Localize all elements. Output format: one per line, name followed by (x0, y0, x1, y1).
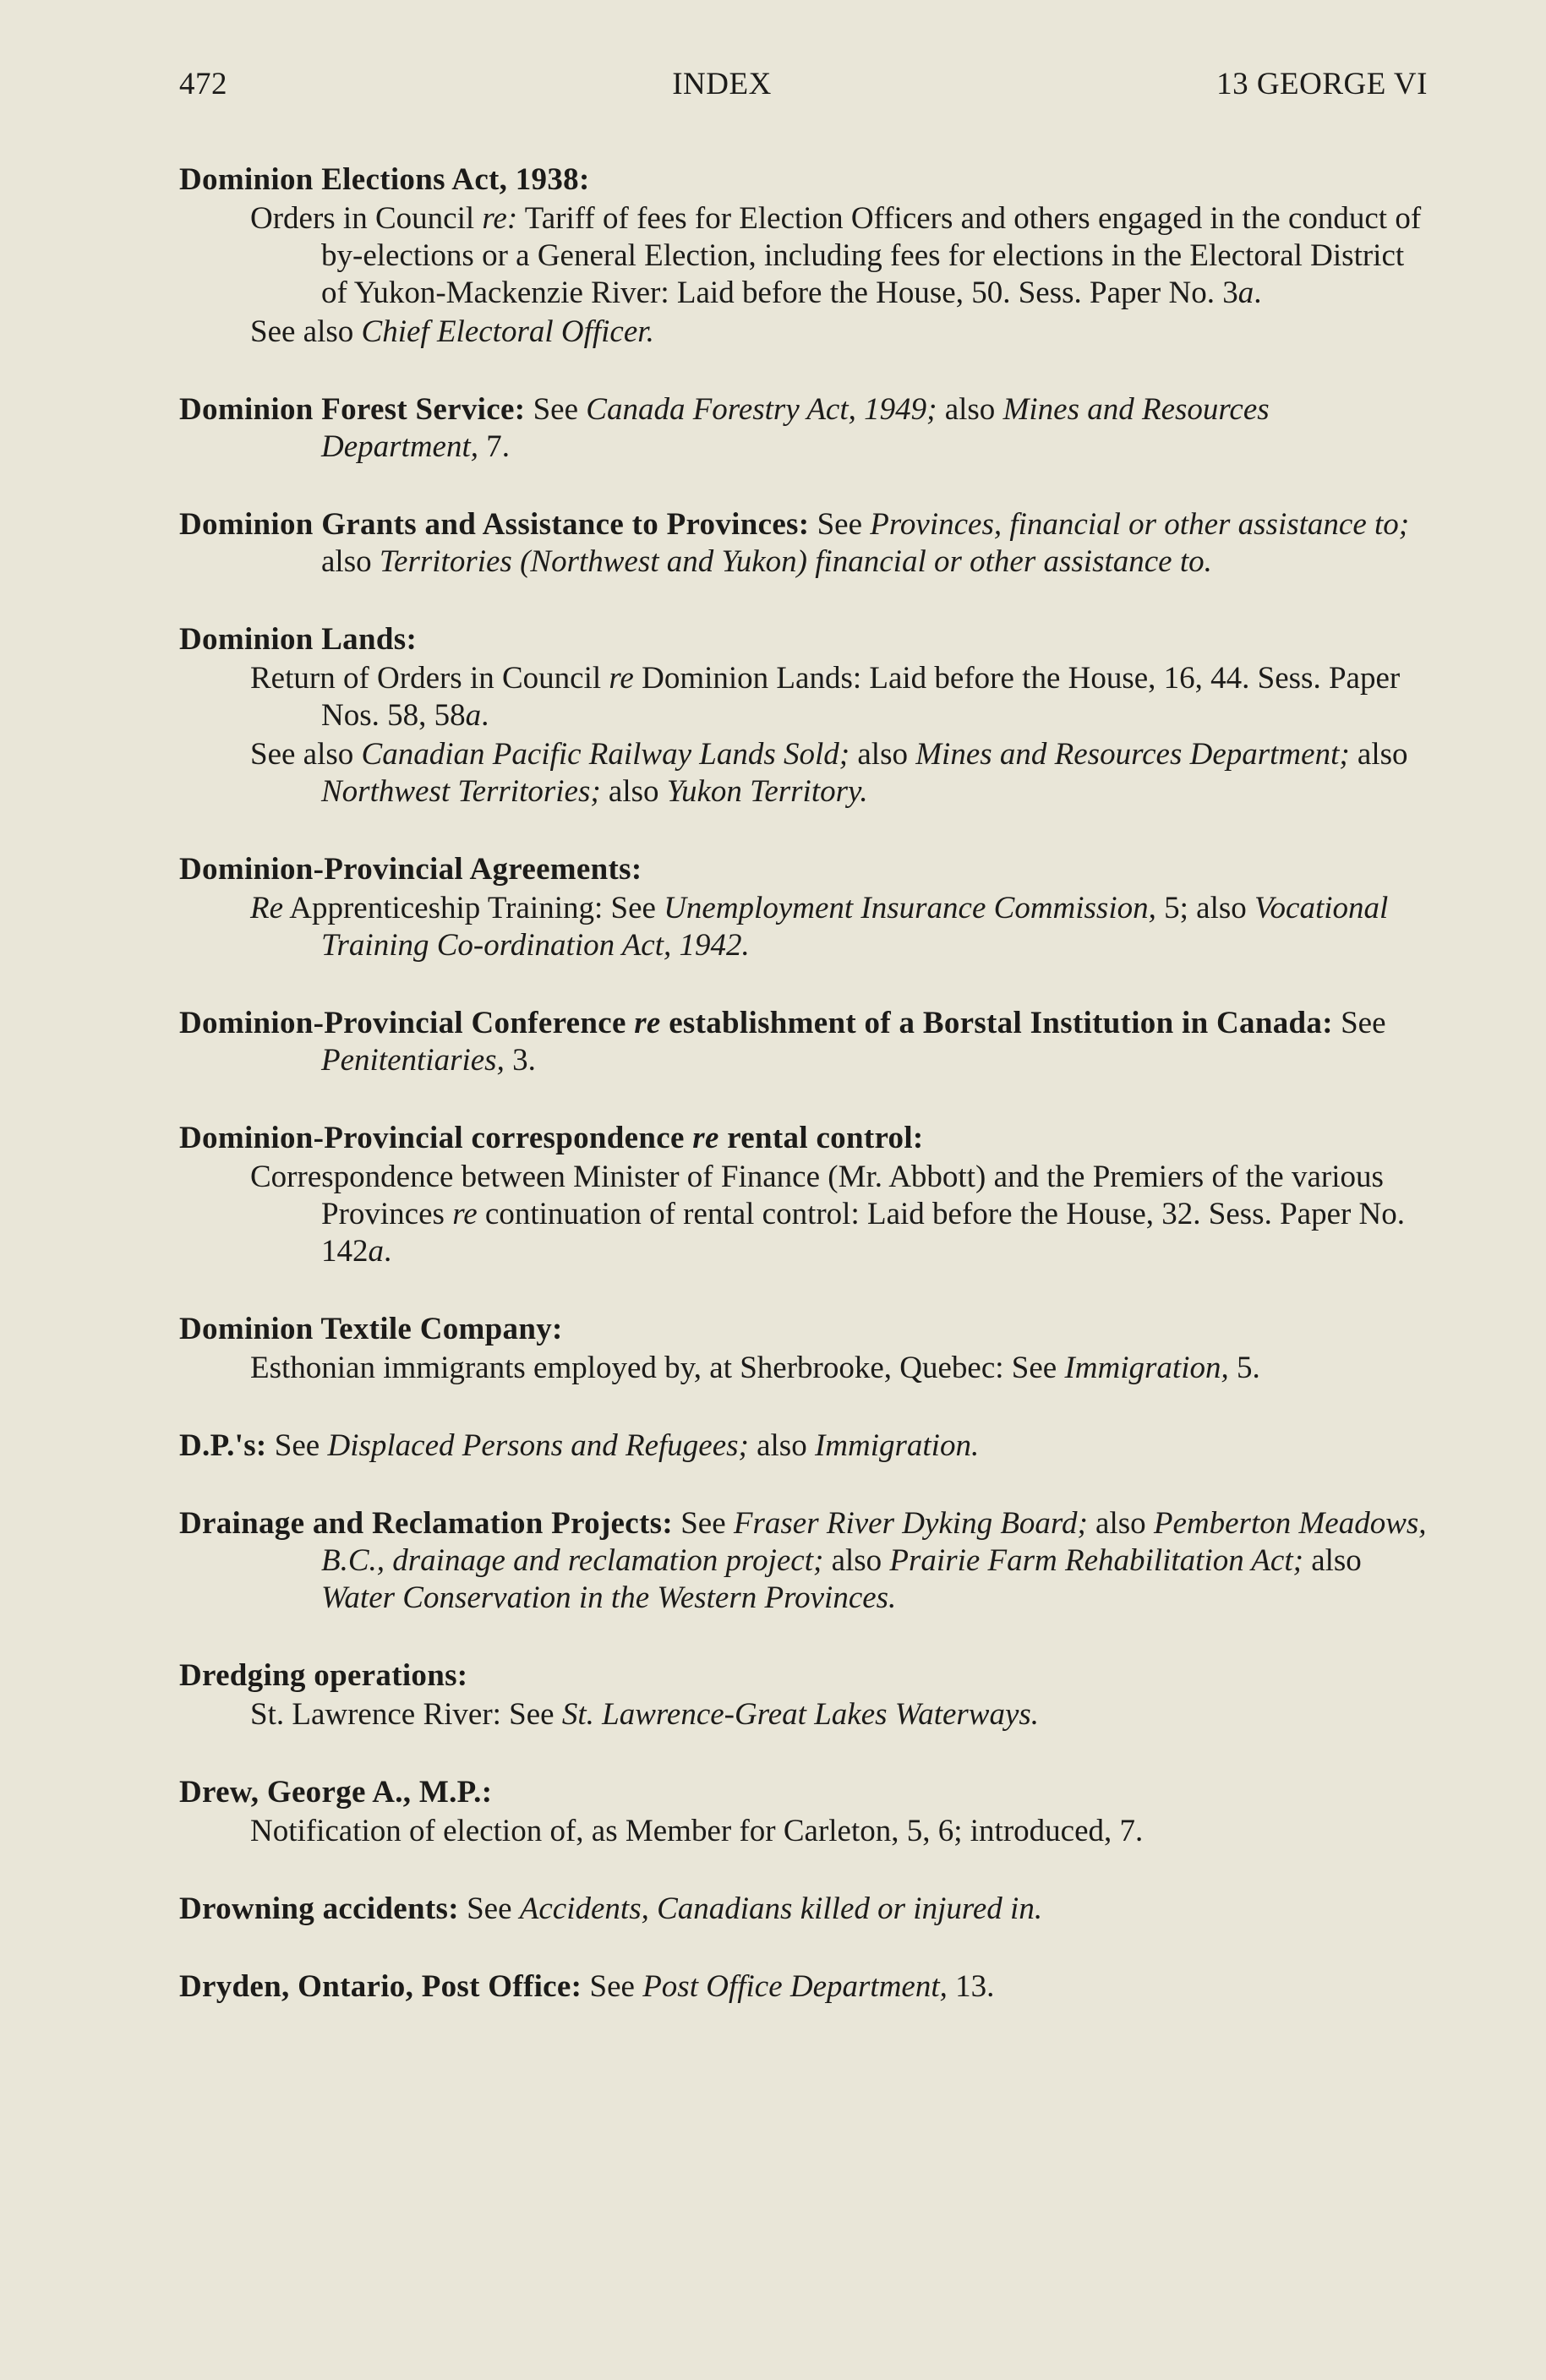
entry-text: Correspondence between Minister of Finance (Mr. Abbott) and the Premiers of the various Provinces (250, 1160, 1384, 1231)
entry-italic: St. Lawrence-Great Lakes Waterways. (561, 1697, 1040, 1732)
entry-text: Return of Orders in Council (250, 661, 609, 696)
entry-italic: Water Conservation in the Western Provinces. (321, 1580, 897, 1615)
sub-entry (179, 1696, 1428, 1733)
entry-line (179, 1968, 1428, 2006)
entry-italic: Yukon Territory. (666, 774, 868, 809)
entry-text: See (582, 1969, 643, 2004)
entry-text: See (525, 392, 587, 427)
index-entry (179, 1427, 1428, 1465)
entry-italic: Chief Electoral Officer. (361, 314, 654, 349)
section-title: INDEX (672, 67, 772, 101)
entry-text: See (672, 1506, 734, 1541)
cross-reference (179, 736, 1428, 811)
entry-italic: Mines and Resources Department; (915, 737, 1350, 772)
heading-italic: re (692, 1121, 719, 1155)
entry-text: 5; also (1155, 891, 1255, 925)
entry-text: 13. (947, 1969, 995, 2004)
sub-entry (179, 1159, 1428, 1270)
entry-text: also (321, 544, 380, 579)
entry-italic: a (368, 1234, 384, 1269)
entry-italic: re (452, 1197, 478, 1231)
entry-italic: Penitentiaries, (321, 1043, 505, 1078)
entry-italic: Pemberton Meadows, B.C., drainage and reclamation project; (321, 1506, 1427, 1578)
entry-text: St. Lawrence River: See (250, 1697, 562, 1732)
entry-italic: Unemployment Insurance Commission, (664, 891, 1156, 925)
sub-entry (179, 1813, 1428, 1850)
entry-italic: Territories (Northwest and Yukon) financial or other assistance to. (379, 544, 1212, 579)
page-number: 472 (179, 67, 227, 101)
entry-heading: Drainage and Reclamation Projects: (179, 1506, 673, 1541)
entry-text: . (481, 698, 489, 733)
entry-heading: Drowning accidents: (179, 1891, 459, 1926)
entry-italic: Immigration, (1064, 1351, 1229, 1385)
entry-text: Notification of election of, as Member for Carleton, 5, 6; introduced, 7. (250, 1814, 1144, 1848)
entry-text: continuation of rental control: Laid before the House, 32. Sess. Paper No. 142 (321, 1197, 1406, 1269)
entry-italic: Displaced Persons and Refugees; (327, 1428, 749, 1463)
entry-text: 7. (478, 429, 510, 464)
entry-italic: Re (250, 891, 284, 925)
entry-heading: Dominion Lands: (179, 622, 418, 657)
index-entry (179, 506, 1428, 581)
entry-text: also (600, 774, 667, 809)
index-entry (179, 851, 1428, 964)
entry-italic: Canadian Pacific Railway Lands Sold; (361, 737, 850, 772)
entry-heading: D.P.'s: (179, 1428, 267, 1463)
heading-part: Dominion-Provincial correspondence (179, 1121, 693, 1155)
sub-entry (179, 200, 1428, 312)
entry-text: See (266, 1428, 328, 1463)
index-entry (179, 161, 1428, 351)
entry-italic: Northwest Territories; (321, 774, 601, 809)
entry-heading: Dominion Forest Service: (179, 392, 526, 427)
entry-heading: Drew, George A., M.P.: (179, 1775, 493, 1810)
entry-text: Apprenticeship Training: See (283, 891, 664, 925)
sub-entry (179, 1350, 1428, 1387)
index-entry (179, 1311, 1428, 1387)
entry-text: also (937, 392, 1003, 427)
entry-line (179, 1891, 1428, 1928)
entry-text: See (458, 1891, 520, 1926)
index-entry (179, 1657, 1428, 1733)
index-entry (179, 1774, 1428, 1850)
entry-text: also (1349, 737, 1408, 772)
index-entry (179, 1891, 1428, 1928)
entry-text: Tariff of fees for Election Officers and others engaged in the conduct of by-elections or a General Election, including fees for elections in the Electoral District of Yukon-Mackenzie River: Laid before the House, 50. Sess. Paper No. 3 (321, 201, 1422, 310)
index-entry (179, 1120, 1428, 1270)
running-head (179, 66, 1428, 102)
entry-italic: Accidents, Canadians killed or injured in. (519, 1891, 1043, 1926)
index-entry (179, 391, 1428, 466)
entry-italic: Fraser River Dyking Board; (733, 1506, 1088, 1541)
entry-italic: a (1237, 276, 1254, 310)
heading-italic: re (634, 1006, 661, 1040)
entry-heading: Dominion Elections Act, 1938: (179, 162, 590, 197)
entry-heading (179, 1006, 1333, 1040)
entry-heading: Dredging operations: (179, 1658, 468, 1693)
entry-text: Orders in Council (250, 201, 483, 236)
entry-italic: Post Office Department, (642, 1969, 948, 2004)
entry-text: . (1254, 276, 1262, 310)
index-entry (179, 1968, 1428, 2006)
entry-text: also (748, 1428, 815, 1463)
entry-italic: Vocational Training Co-ordination Act, 1942. (321, 891, 1389, 963)
entry-text: also (849, 737, 916, 772)
sub-entry (179, 890, 1428, 964)
entry-italic: a (465, 698, 482, 733)
entry-italic: Mines and Resources Department, (321, 392, 1270, 464)
heading-part: Dominion-Provincial Conference (179, 1006, 635, 1040)
entry-text: . (384, 1234, 392, 1269)
entry-heading (179, 1120, 1428, 1157)
volume-label: 13 GEORGE VI (1216, 67, 1428, 101)
heading-part: rental control: (718, 1121, 924, 1155)
entry-line (179, 1505, 1428, 1617)
entry-heading: Dominion-Provincial Agreements: (179, 852, 642, 887)
entry-italic: Provinces, financial or other assistance to; (870, 507, 1410, 542)
entry-italic: Prairie Farm Rehabilitation Act; (889, 1543, 1303, 1578)
index-entry (179, 621, 1428, 811)
entry-italic: Canada Forestry Act, 1949; (586, 392, 937, 427)
cross-reference (179, 314, 1428, 351)
entry-line (179, 1005, 1428, 1079)
entry-heading: Dryden, Ontario, Post Office: (179, 1969, 582, 2004)
entry-text: 5. (1228, 1351, 1260, 1385)
heading-part: establishment of a Borstal Institution in Canada: (660, 1006, 1333, 1040)
entry-text: also (1303, 1543, 1362, 1578)
entry-heading: Dominion Grants and Assistance to Provinces: (179, 507, 810, 542)
entry-text: Dominion Lands: Laid before the House, 16, 44. Sess. Paper Nos. 58, 58 (321, 661, 1401, 733)
entry-text: See (1332, 1006, 1386, 1040)
entry-text: also (1087, 1506, 1154, 1541)
index-entry (179, 1005, 1428, 1079)
entry-line (179, 1427, 1428, 1465)
entry-line (179, 506, 1428, 581)
entry-line (179, 391, 1428, 466)
entry-italic: Immigration. (814, 1428, 980, 1463)
entry-text: See also (250, 737, 362, 772)
entry-text: also (823, 1543, 890, 1578)
index-entry (179, 1505, 1428, 1617)
entry-text: 3. (504, 1043, 536, 1078)
entry-text: See (809, 507, 871, 542)
entry-text: See also (250, 314, 362, 349)
sub-entry (179, 660, 1428, 734)
entry-italic: re (609, 661, 634, 696)
entry-heading: Dominion Textile Company: (179, 1312, 563, 1346)
entry-text: Esthonian immigrants employed by, at Sherbrooke, Quebec: See (250, 1351, 1065, 1385)
entry-italic: re: (482, 201, 518, 236)
